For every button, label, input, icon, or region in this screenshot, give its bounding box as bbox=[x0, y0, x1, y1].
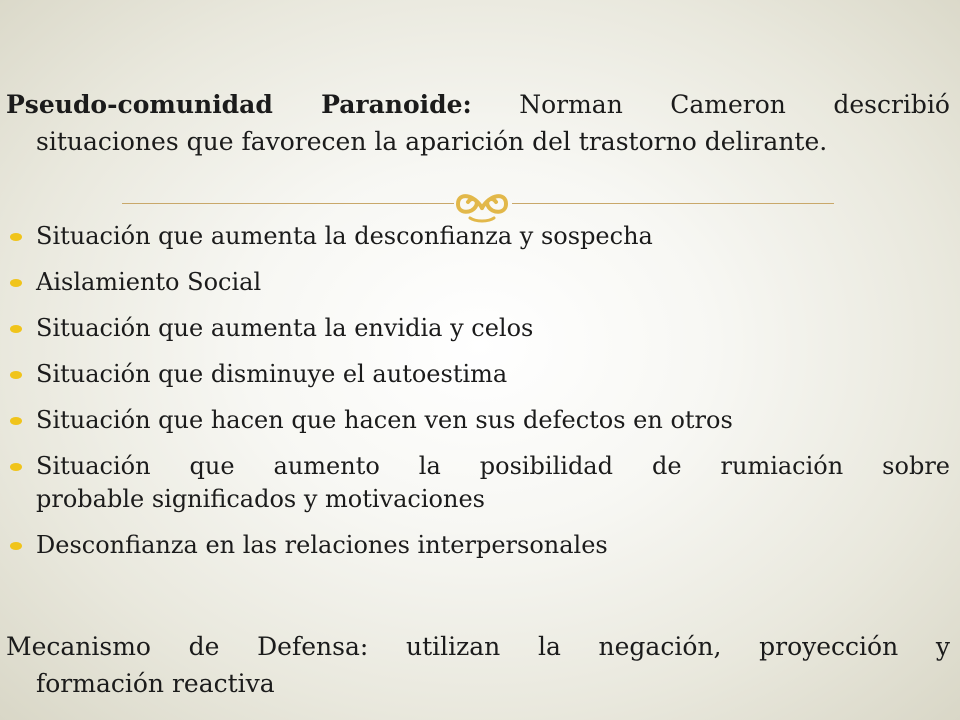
divider-right bbox=[512, 203, 834, 204]
list-item-text: Situación que disminuye el autoestima bbox=[36, 360, 508, 388]
list-item-text: Desconfianza en las relaciones interpersonales bbox=[36, 531, 608, 559]
list-item bbox=[8, 220, 950, 253]
outro-paragraph bbox=[6, 628, 950, 702]
outro-line1: Mecanismo de Defensa: utilizan la negación, proyección y bbox=[6, 632, 950, 661]
list-item bbox=[8, 404, 950, 437]
list-item bbox=[8, 529, 950, 562]
list-item-text: Aislamiento Social bbox=[36, 268, 262, 296]
outro-line2: formación reactiva bbox=[36, 669, 275, 698]
list-item-line1: Situación que aumento la posibilidad de rumiación sobre bbox=[36, 452, 950, 480]
bullet-list bbox=[8, 220, 950, 575]
list-item bbox=[8, 358, 950, 391]
bullet-dot-icon bbox=[10, 463, 22, 471]
list-item-text: Situación que hacen que hacen ven sus defectos en otros bbox=[36, 406, 733, 434]
list-item-text: Situación que aumenta la desconfianza y sospecha bbox=[36, 222, 653, 250]
divider-left bbox=[122, 203, 454, 204]
list-item-text bbox=[36, 450, 950, 516]
bullet-dot-icon bbox=[10, 233, 22, 241]
list-item bbox=[8, 266, 950, 299]
intro-paragraph bbox=[6, 86, 950, 160]
list-item bbox=[8, 312, 950, 345]
intro-bold-label: Pseudo-comunidad Paranoide: bbox=[6, 90, 472, 119]
bullet-dot-icon bbox=[10, 542, 22, 550]
list-item-line2: probable significados y motivaciones bbox=[36, 485, 485, 513]
bullet-dot-icon bbox=[10, 279, 22, 287]
intro-line2: situaciones que favorecen la aparición del trastorno delirante. bbox=[36, 127, 828, 156]
list-item-text: Situación que aumenta la envidia y celos bbox=[36, 314, 534, 342]
list-item bbox=[8, 450, 950, 516]
bullet-dot-icon bbox=[10, 371, 22, 379]
bullet-dot-icon bbox=[10, 325, 22, 333]
bullet-dot-icon bbox=[10, 417, 22, 425]
intro-line1-rest: Norman Cameron describió bbox=[471, 90, 950, 119]
